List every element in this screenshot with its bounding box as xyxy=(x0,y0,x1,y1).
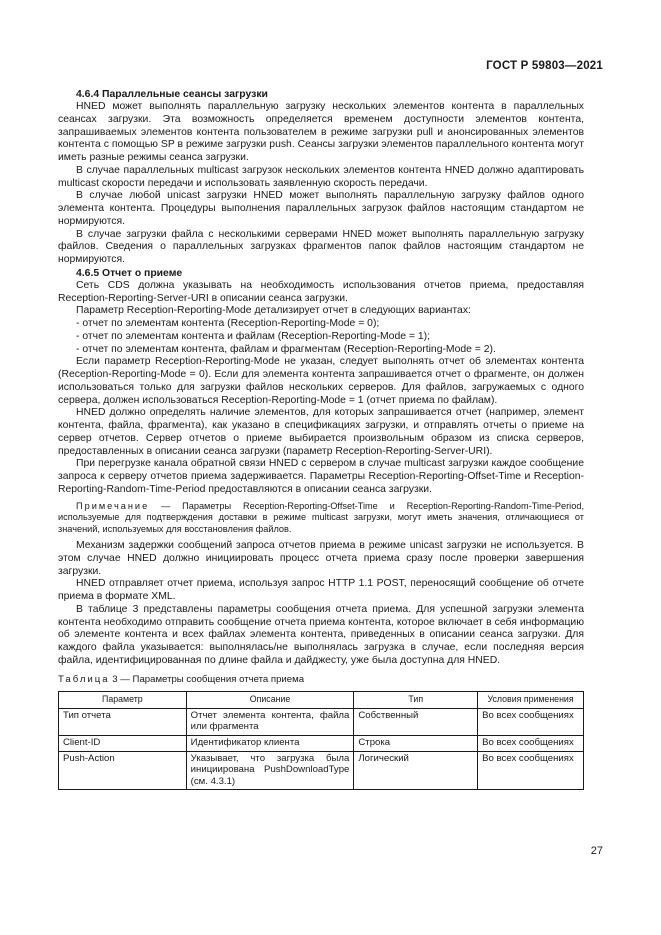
table-cell: Тип отчета xyxy=(59,708,187,735)
paragraph: HNED должно определять наличие элементов, для которых запрашивается отчет (например, элемент контента, файла, фрагмента), как указано в спецификациях загрузки, и отправлять отчеты о приеме на сервер отчетов. Сервер отчетов о приеме выбирается произвольным образом из списка серверов, предоставленных в описании сеанса загрузки (параметр Reception-Reporting-Server-URI). xyxy=(58,407,584,457)
paragraph: В таблице 3 представлены параметры сообщения отчета приема. Для успешной загрузки элемента контента необходимо отправить сообщение отчета приема контента, которое включает в себя информацию об элементе контента и всех файлах элемента контента, приведенных в описании сеанса загрузки. Для каждого файла указывается: выполнялась/не выполнялась загрузка в случае, если последняя версия файла, идентифицированная по длине файла и дайджесту, уже была доступна для HNED. xyxy=(58,603,584,666)
paragraph: Механизм задержки сообщений запроса отчетов приема в режиме unicast загрузки не используется. В этом случае HNED должно инициировать процесс отчета приема сразу после проверки завершения загрузки. xyxy=(58,540,584,577)
list-item: - отчет по элементам контента (Reception-Reporting-Mode = 0); xyxy=(76,318,380,329)
table-caption xyxy=(58,674,584,687)
table-cell: Client-ID xyxy=(59,736,187,752)
table-row xyxy=(59,708,584,735)
table-row xyxy=(59,751,584,790)
table-caption-text: 3 — Параметры сообщения отчета приема xyxy=(109,673,305,685)
note xyxy=(58,501,584,536)
parameters-table xyxy=(58,691,584,790)
paragraph: HNED отправляет отчет приема, используя запрос HTTP 1.1 POST, переносящий сообщение об отчете приема в формате XML. xyxy=(58,578,584,602)
paragraph: В случае загрузки файла с несколькими серверами HNED может выполнять параллельную загрузку файлов. Сведения о параллельных загрузках фрагментов папок файлов настоящим стандартом не нормируются. xyxy=(58,228,584,265)
column-header: Параметр xyxy=(59,692,187,709)
document-id-header: ГОСТ Р 59803—2021 xyxy=(486,60,603,72)
column-header: Условия применения xyxy=(478,692,584,709)
table-row xyxy=(59,736,584,752)
page-number: 27 xyxy=(590,845,603,857)
list-item: - отчет по элементам контента и файлам (Reception-Reporting-Mode = 1); xyxy=(76,330,430,342)
note-text: — Параметры Reception-Reporting-Offset-Time и Reception-Reporting-Random-Time-Period, используемые для подтверждения доставки в режиме multicast загрузки, могут иметь значения, отличающиеся от значений, используемых для восстановления файлов. xyxy=(58,500,584,534)
paragraph: При перегрузке канала обратной связи HNED с сервером в случае multicast загрузки каждое сообщение запроса к серверу отчетов приема задерживается. Параметры Reception-Reporting-Offset-Time и Reception-Reporting-Random-Time-Period предоставляются в описании сеанса загрузки. xyxy=(58,458,584,495)
table-cell: Отчет элемента контента, файла или фрагмента xyxy=(186,708,354,735)
table-caption-label: Таблица xyxy=(58,673,110,685)
section-4-6-5-title: 4.6.5 Отчет о приеме xyxy=(76,267,183,279)
table-cell: Указывает, что загрузка была инициирована PushDownloadType (см. 4.3.1) xyxy=(186,751,354,790)
table-cell: Push-Action xyxy=(59,751,187,790)
column-header: Описание xyxy=(186,692,354,709)
paragraph: В случае параллельных multicast загрузок нескольких элементов контента HNED должно адаптировать multicast скорости передачи и использовать заявленную скорость передачи. xyxy=(58,164,584,189)
column-header: Тип xyxy=(354,692,478,709)
table-cell: Во всех сообщениях xyxy=(478,751,584,790)
paragraph: Если параметр Reception-Reporting-Mode не указан, следует выполнять отчет об элементах контента (Reception-Reporting-Mode = 0). Если для элемента контента запрашивается отчет о фрагменте, он должен использоваться только для загрузки файлов нескольких серверов. Для файлов, загружаемых с одного сервера, должен использоваться Reception-Reporting-Mode = 1 (отчет приема по файлам). xyxy=(58,356,584,406)
table-header-row xyxy=(59,692,584,709)
table-cell: Во всех сообщениях xyxy=(478,708,584,735)
document-body xyxy=(58,88,584,790)
paragraph: Параметр Reception-Reporting-Mode детализирует отчет в следующих вариантах: xyxy=(76,305,471,317)
table-cell: Собственный xyxy=(354,708,478,735)
table-cell: Логический xyxy=(354,751,478,790)
paragraph: HNED может выполнять параллельную загрузку нескольких элементов контента в параллельных сеансах загрузки. Эта возможность определяется временем доступности элементов контента, запрашиваемых элементов контента пользователем в режиме загрузки pull и анонсированных элементов контента с помощью SP в режиме загрузки push. Сеансы загрузки элементов параллельного контента могут иметь разные режимы сеанса загрузки. xyxy=(58,101,584,163)
table-cell: Во всех сообщениях xyxy=(478,736,584,752)
paragraph: Сеть CDS должна указывать на необходимость использования отчетов приема, предоставляя Reception-Reporting-Server-URI в описании сеанса загрузки. xyxy=(58,279,584,304)
section-4-6-4-title: 4.6.4 Параллельные сеансы загрузки xyxy=(76,89,268,100)
list-item: - отчет по элементам контента, файлам и фрагментам (Reception-Reporting-Mode = 2). xyxy=(76,343,496,355)
table-cell: Строка xyxy=(354,736,478,752)
table-cell: Идентификатор клиента xyxy=(186,736,354,752)
note-label: Примечание xyxy=(76,500,150,511)
paragraph: В случае любой unicast загрузки HNED может выполнять параллельную загрузку файлов одного элемента контента. Процедуры выполнения параллельных загрузок файлов настоящим стандартом не нормируются. xyxy=(58,190,584,227)
